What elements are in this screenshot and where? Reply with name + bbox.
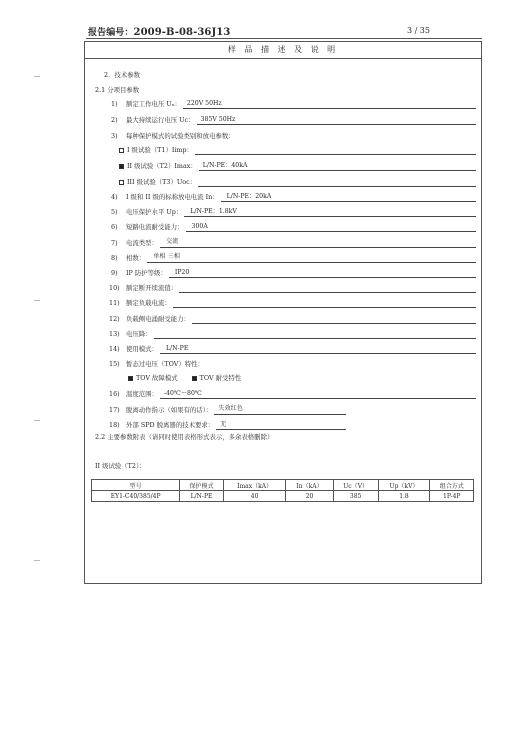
fill-line [216, 429, 346, 430]
report-number-label: 报告编号： [88, 28, 134, 38]
spec-table [91, 479, 474, 502]
item-label: 短路电流耐受能力： [126, 223, 184, 232]
empty-box-icon [119, 148, 124, 153]
table-header-cell: 型号 [92, 480, 180, 491]
fill-line [199, 170, 476, 171]
table-row [92, 491, 474, 502]
fill-line [186, 231, 476, 232]
fill-line [154, 338, 476, 339]
item-label: 额定负载电流： [126, 299, 171, 308]
item-value: 失效红色 [218, 405, 244, 413]
item-value: -40℃～80℃ [163, 389, 202, 397]
page-indicator: 3 / 35 [406, 26, 430, 35]
item-number: 14) [109, 345, 120, 353]
item-value: L/N-PE：1.8kV [190, 207, 237, 215]
table-header-cell: Imax（kA） [223, 480, 286, 491]
item-number: 6) [111, 223, 118, 232]
item-value: 300A [191, 222, 208, 230]
item-label: 额定工作电压 Uₙ： [126, 100, 181, 108]
item-number: 7) [111, 238, 118, 247]
test-class-option [119, 146, 193, 154]
item-value: IP20 [174, 268, 190, 276]
table-header-cell: Up（kV） [378, 480, 430, 491]
item-label: 温度范围： [126, 390, 158, 399]
fill-line [197, 124, 476, 125]
side-mark [34, 76, 40, 77]
item-number: 1) [111, 100, 118, 108]
fill-line [198, 186, 476, 187]
item-label: IP 防护等级： [126, 269, 167, 277]
table-cell: 1P-4P [430, 491, 474, 502]
subsection-heading: 2.1 分项目参数 [95, 86, 140, 94]
fill-line [179, 292, 476, 293]
item-value: 385V 50Hz [200, 115, 236, 123]
item-label: 最大持续运行电压 Uc： [126, 116, 195, 124]
item-value: 交流 [165, 238, 179, 246]
item-label: 额定断开续流值： [126, 284, 178, 293]
test-class-option [119, 178, 196, 186]
item-number: 11) [109, 299, 120, 308]
table-cell: 1.8 [378, 491, 430, 502]
fill-line [169, 277, 476, 278]
item-number: 5) [111, 208, 118, 217]
item-number: 9) [111, 269, 118, 277]
table-cell: EY1-C40/385/4P [92, 491, 180, 502]
table-header-cell: 保护模式 [180, 480, 224, 491]
item-label: 使用模式： [126, 345, 158, 353]
side-mark [34, 420, 40, 421]
header-rule [86, 38, 482, 39]
table-cell: L/N-PE [180, 491, 224, 502]
fill-line [184, 216, 476, 217]
item-number: 10) [109, 284, 120, 293]
table-cell: 385 [333, 491, 378, 502]
fill-line [214, 414, 346, 415]
test-class-value: L/N-PE：40kA [202, 161, 248, 169]
item-number: 2) [111, 116, 118, 124]
test-class-label: II 级试验（T2）Imax： [127, 162, 197, 170]
item-label: 负载侧电涌耐受能力： [126, 314, 190, 323]
table-cell: 40 [223, 491, 286, 502]
tov-withstand-label: TOV 耐受特性 [199, 374, 242, 383]
report-number [88, 25, 230, 38]
item-label: 外部 SPD 脱离器的技术要求： [126, 421, 215, 430]
item-value: 220V 50Hz [186, 99, 222, 107]
checked-box-icon [119, 164, 124, 169]
item-number: 4) [111, 193, 118, 201]
fill-line [192, 323, 476, 324]
item-label: 电压降： [126, 329, 152, 338]
item-number: 15) [109, 360, 120, 369]
subsection-heading: 2.2 主要参数附表（请同时使用表格形式表示，多余表格删除） [95, 433, 274, 441]
table-cell: 20 [286, 491, 333, 502]
tov-fail-label: TOV 故障模式 [136, 374, 178, 383]
item-label: 电流类型： [126, 238, 158, 247]
item-number: 12) [109, 314, 120, 323]
item-label: 电压保护水平 Up： [126, 208, 183, 217]
item-number: 17) [109, 405, 120, 414]
item-label: I 级和 II 级的标称放电电流 In： [126, 193, 219, 201]
item-label: 每种保护模式的试验类别和放电参数： [126, 132, 235, 140]
fill-line [160, 353, 476, 354]
checked-box-icon [192, 376, 197, 381]
item-value: L/N-PE [165, 344, 189, 352]
test-class-option [119, 162, 197, 170]
side-mark [34, 300, 40, 301]
table-header-cell: In（kA） [286, 480, 333, 491]
fill-line [221, 201, 476, 202]
item-number: 18) [109, 421, 120, 430]
table-caption: II 级试验（T2）： [95, 462, 146, 470]
table-header-row [92, 480, 474, 491]
empty-box-icon [119, 180, 124, 185]
item-label: 暂态过电压（TOV）特性： [126, 360, 204, 369]
section-heading: 2．技术参数 [104, 71, 141, 79]
fill-line [160, 398, 476, 399]
item-number: 13) [109, 329, 120, 338]
table-header-cell: Uc（V） [333, 480, 378, 491]
fill-line [147, 262, 476, 263]
fill-line [195, 154, 476, 155]
fill-line [173, 307, 476, 308]
section-title: 样 品 描 述 及 说 明 [85, 42, 481, 59]
side-mark [34, 560, 40, 561]
item-label: 相数： [126, 253, 146, 262]
item-label: 脱离动作指示（如果有的话）： [126, 405, 213, 414]
fill-line [160, 247, 476, 248]
item-value: L/N-PE：20kA [226, 192, 272, 200]
item-value: 单相 三相 [153, 253, 180, 261]
table-header-cell: 组合方式 [430, 480, 474, 491]
item-number: 16) [109, 390, 120, 399]
checked-box-icon [128, 376, 133, 381]
report-number-value: 2009-B-08-36J13 [133, 27, 231, 38]
item-number: 3) [111, 132, 118, 140]
fill-line [183, 108, 476, 109]
test-class-label: I 级试验（T1）Iimp： [127, 146, 193, 154]
tov-options [128, 374, 255, 382]
test-class-label: III 级试验（T3）Uoc： [127, 178, 197, 186]
item-number: 8) [111, 253, 118, 262]
item-value: 无 [220, 420, 227, 428]
